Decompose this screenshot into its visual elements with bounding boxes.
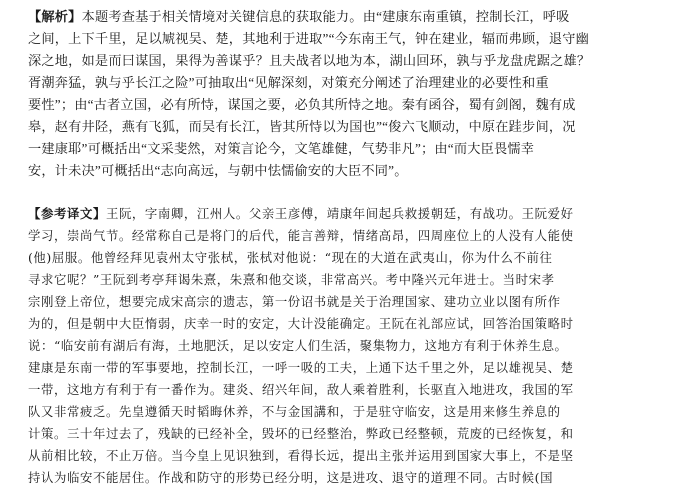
- translation-text: 王阮，字南卿，江州人。父亲王彦傅，靖康年间起兵救援朝廷，有战功。王阮爱好: [105, 206, 574, 221]
- translation-section: [28, 203, 666, 489]
- translation-tag: 【参考译文】: [28, 206, 106, 221]
- translation-line: 学习，崇尚气节。经常称自己是将门的后代，能言善辩，情绪高昂，四周座位上的人没有人能使: [28, 228, 574, 243]
- analysis-line: [28, 6, 666, 28]
- translation-line: 建康是东南一带的军事要地，控制长江，一呼一吸的工夫，上通下达千里之外，足以雄视吴、楚: [28, 360, 574, 375]
- analysis-line: 深之地，如是而曰谋国，果得为善谋乎？且夫战者以地为本，湖山回环，孰与乎龙盘虎踞之雄？: [28, 53, 591, 68]
- translation-line: 为的，但是朝中大臣惰弱，庆幸一时的安定，大计没能确定。王阮在礼部应试，回答治国策略时: [28, 316, 574, 331]
- translation-line: 从前相比较，不止万倍。当今皇上见识独到，看得长远，提出主张并运用到国家大事上，不是坚: [28, 448, 574, 463]
- analysis-line: 皋，赵有井陉，燕有飞狐，而吴有长江，皆其所恃以为国也”“俊六飞顺动，中原在跬步间，况: [28, 119, 576, 134]
- translation-line: 说：“临安前有湖后有海，土地肥沃，足以安定人们生活，聚集物力，这地方有利于休养生息。: [28, 338, 568, 353]
- translation-line: 队又非常疲乏。先皇遵循天时韬晦休养，不与金国講和，于是驻守临安，这是用来修生养息的: [28, 404, 561, 419]
- analysis-tag: 【解析】: [28, 9, 82, 24]
- translation-line: 一带，这地方有利于有一番作为。建炎、绍兴年间，敌人乘着胜利，长驱直入地进攻，我国的军: [28, 382, 574, 397]
- translation-line: 持认为临安不能居住。作战和防守的形势已经分明，这是进攻、退守的道理不同。古时候(国: [28, 470, 554, 485]
- analysis-line: 之间，上下千里，足以虓视吴、楚，其地利于进取”“今东南王气，钟在建业，辐而弗顾，退守幽: [28, 31, 589, 46]
- translation-line: (他)屈服。他曾经拜见袁州太守张栻，张栻对他说：“现在的大道在武夷山，你为什么不前往: [28, 250, 553, 265]
- translation-line: 宗刚登上帝位，想要完成宋高宗的遗志，第一份诏书就是关于治理国家、建功立业以图有所作: [28, 294, 561, 309]
- analysis-line: 要性”；由“古者立国，必有所恃，谋国之要，必负其所恃之地。秦有函谷，蜀有剑阁，魏有成: [28, 97, 576, 112]
- analysis-line: 一建康耶”可概括出“文采斐然，对策言论今，文笔雄健，气势非凡”；由“而大臣畏懦幸: [28, 141, 535, 156]
- translation-line: 寻求它呢？”王阮到考亭拜谒朱熹，朱熹和他交谈，非常高兴。考中隆兴元年进士。当时宋孝: [28, 272, 555, 287]
- analysis-line: 安，计未决”可概括出“志向高远，与朝中怯懦偷安的大臣不同”。: [28, 163, 408, 178]
- analysis-line: 胥潮奔猛，孰与乎长江之险”可抽取出“见解深刻，对策充分阐述了治理建业的必要性和重: [28, 75, 549, 90]
- analysis-text: 本题考查基于相关情境对关键信息的获取能力。由“建康东南重镇，控制长江，呼吸: [81, 9, 570, 24]
- analysis-section: [28, 6, 666, 182]
- translation-line: [28, 203, 666, 225]
- translation-line: 计策。三十年过去了，残缺的已经补全，毁坏的已经整治，弊政已经整顿，荒废的已经恢复，和: [28, 426, 574, 441]
